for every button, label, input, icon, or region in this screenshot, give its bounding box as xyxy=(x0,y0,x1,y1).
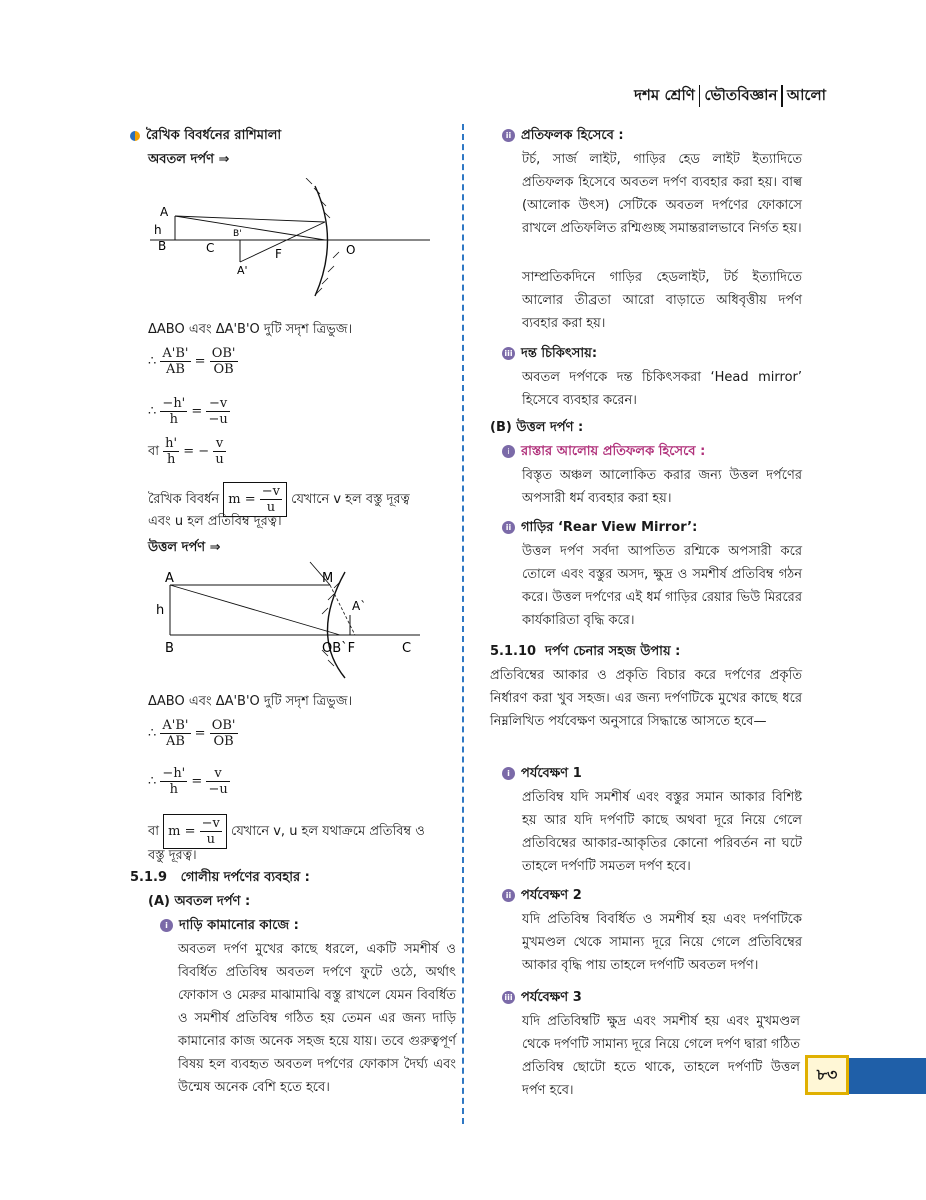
convex-uses-label: (B) উত্তল দর্পণ : xyxy=(490,420,584,435)
label-B: B xyxy=(158,239,167,253)
use-street-light: i রাস্তার আলোয় প্রতিফলক হিসেবে : xyxy=(502,440,705,463)
concave-mirror xyxy=(315,186,328,296)
concave-label: অবতল দর্পণ ⇒ xyxy=(148,152,230,167)
use-rear-view: ii গাড়ির ‘Rear View Mirror’: xyxy=(502,516,697,539)
equation-1: ∴ $\frac{A'B'}{AB}$ = $\frac{OB'}{OB}$ xyxy=(148,346,236,377)
magnification-note-2: বস্তু দূরত্ব। xyxy=(148,848,197,863)
observation-2-body: যদি প্রতিবিম্ব বিবর্ধিত ও সমশীর্ষ হয় এবং দর্পণটিকে মুখমণ্ডল থেকে সামান্য দূরে নিয়ে গেলে প্রতিবিম্বের আকার বৃদ্ধি পায় তাহলে দর্পণটি অবতল দর্পণ। xyxy=(522,912,802,973)
convex-mirror-diagram xyxy=(140,560,450,680)
magnification-box: m = $\frac{-v}{u}$ xyxy=(223,482,287,517)
label-Ap: A' xyxy=(237,264,248,277)
label-M: M xyxy=(322,571,334,586)
ray-2 xyxy=(175,216,325,240)
use-shaving-body: অবতল দর্পণ মুখের কাছে ধরলে, একটি সমশীর্ষ ও বিবর্ধিত প্রতিবিম্ব অবতল দর্পণে ফুটে ওঠে, অর্থাৎ ফোকাস ও মেরুর মাঝামাঝি বস্তু রাখলে যেমন বিবর্ধিত ও সমশীর্ষ প্রতিবিম্ব গঠিত হয় তেমন এর জন্য দাড়ি কামানোর কাজ অনেক সহজ হয়ে যায়। তবে গুরুত্বপূর্ণ বিষয় হল ব্যবহৃত অবতল দর্পণের ফোকাস দৈর্ঘ্য এবং উন্মেষ অনেক বেশি হতে হবে। xyxy=(178,942,456,1095)
observation-1: i পর্যবেক্ষণ 1 xyxy=(502,762,582,785)
section-5-1-9: 5.1.9 গোলীয় দর্পণের ব্যবহার : xyxy=(130,870,310,885)
use-street-light-body: বিস্তৃত অঞ্চল আলোকিত করার জন্য উত্তল দর্পণের অপসারী ধর্ম ব্যবহার করা হয়। xyxy=(522,468,802,506)
page-number: ৮৩ xyxy=(805,1055,849,1095)
header-separator xyxy=(699,85,701,107)
page-header xyxy=(634,84,826,109)
label-B: B xyxy=(165,641,174,656)
ray-2 xyxy=(170,585,340,635)
label-h: h xyxy=(154,223,162,237)
ray-1 xyxy=(175,216,325,222)
label-h: h xyxy=(156,603,165,618)
number-badge: i xyxy=(160,919,173,932)
magnification-formula-2: বা m = $\frac{-v}{u}$ যেখানে v, u হল যথাক্রমে প্রতিবিম্ব ও xyxy=(148,816,425,847)
concave-mirror-diagram xyxy=(140,178,450,308)
use-dental: iii দন্ত চিকিৎসায়: xyxy=(502,342,597,365)
label-F: F xyxy=(275,247,282,261)
magnification-note: এবং u হল প্রতিবিম্ব দূরত্ব। xyxy=(148,514,282,529)
label-A: A xyxy=(165,571,174,586)
concave-uses-label: (A) অবতল দর্পণ : xyxy=(148,894,251,909)
section-5-1-10-body: প্রতিবিম্বের আকার ও প্রকৃতি বিচার করে দর্পণের প্রকৃতি নির্ধারণ করা খুব সহজ। এর জন্য দর্পণটিকে মুখের কাছে ধরে নিম্নলিখিত পর্যবেক্ষণ অনুসারে সিদ্ধান্তে আসতে হবে— xyxy=(490,668,802,729)
magnification-formula: রৈখিক বিবর্ধন m = $\frac{-v}{u}$ যেখানে v হল বস্তু দূরত্ব xyxy=(148,484,410,515)
similar-triangles-2: ΔABO এবং ΔA'B'O দুটি সদৃশ ত্রিভুজ। xyxy=(148,694,353,709)
header-separator xyxy=(781,85,783,107)
header-subject: ভৌতবিজ্ঞান xyxy=(704,86,778,104)
bullet-icon xyxy=(130,131,140,141)
equation-4: ∴ $\frac{A'B'}{AB}$ = $\frac{OB'}{OB}$ xyxy=(148,718,236,749)
observation-1-body: প্রতিবিম্ব যদি সমশীর্ষ এবং বস্তুর সমান আকার বিশিষ্ট হয় আর যদি দর্পণটি কাছে অথবা দূরে নিয়ে গেলে প্রতিবিম্বের আকার-আকৃতির কোনো পরিবর্তন না ঘটে তাহলে দর্পণটি সমতল দর্পণ হবে। xyxy=(522,790,802,874)
column-divider xyxy=(462,124,464,1124)
label-C: C xyxy=(206,241,215,255)
label-OBF: OB`F xyxy=(322,641,356,656)
equation-3: বা $\frac{h'}{h}$ = − $\frac{v}{u}$ xyxy=(148,436,224,467)
use-rear-view-body: উত্তল দর্পণ সর্বদা আপতিত রশ্মিকে অপসারী করে তোলে এবং বস্তুর অসদ, ক্ষুদ্র ও সমশীর্ষ প্রতিবিম্ব গঠন করে। উত্তল দর্পণের এই ধর্ম গাড়ির রেয়ার ভিউ মিররের কার্যকারিতা বৃদ্ধি করে। xyxy=(522,544,802,628)
observation-3-body: যদি প্রতিবিম্বটি ক্ষুদ্র এবং সমশীর্ষ হয় এবং মুখমণ্ডল থেকে দর্পণটি সামান্য দূরে নিয়ে গেলে দর্পণ দ্বারা গঠিত প্রতিবিম্ব ছোটো হতে থাকে, তাহলে দর্পণটি উত্তল দর্পণ হবে। xyxy=(522,1014,800,1098)
header-chapter: আলো xyxy=(786,86,826,104)
convex-label: উত্তল দর্পণ ⇒ xyxy=(148,540,221,555)
use-reflector: ii প্রতিফলক হিসেবে : xyxy=(502,124,624,147)
use-reflector-body-2: সাম্প্রতিকদিনে গাড়ির হেডলাইট, টর্চ ইত্যাদিতে আলোর তীব্রতা আরো বাড়াতে অধিবৃত্তীয় দর্পণ ব্যবহার করা হয়। xyxy=(522,270,802,331)
label-Bp: B' xyxy=(233,229,242,239)
label-O: O xyxy=(346,243,356,257)
observation-3: iii পর্যবেক্ষণ 3 xyxy=(502,986,582,1009)
label-A: A xyxy=(160,205,169,219)
use-dental-body: অবতল দর্পণকে দন্ত চিকিৎসকরা ‘Head mirror’ হিসেবে ব্যবহার করেন। xyxy=(522,370,802,408)
use-reflector-body-1: টর্চ, সার্জ লাইট, গাড়ির হেড লাইট ইত্যাদিতে প্রতিফলক হিসেবে অবতল দর্পণ ব্যবহার করা হয়। বাল্ব (আলোক উৎস) সেটিকে অবতল দর্পণের ফোকাসে রাখলে প্রতিফলিত রশ্মিগুচ্ছ সমান্তরালভাবে নির্গত হয়। xyxy=(522,152,802,236)
magnification-box-2: m = $\frac{-v}{u}$ xyxy=(163,814,227,849)
equation-5: ∴ $\frac{-h'}{h}$ = $\frac{v}{-u}$ xyxy=(148,766,228,797)
label-Ap: A` xyxy=(352,599,367,613)
header-class: দশম শ্রেণি xyxy=(634,86,695,104)
similar-triangles-1: ΔABO এবং ΔA'B'O দুটি সদৃশ ত্রিভুজ। xyxy=(148,322,353,337)
use-shaving: i দাড়ি কামানোর কাজে : xyxy=(160,914,299,937)
equation-2: ∴ $\frac{-h'}{h}$ = $\frac{-v}{-u}$ xyxy=(148,396,228,427)
observation-2: ii পর্যবেক্ষণ 2 xyxy=(502,884,582,907)
section-5-1-10: 5.1.10 দর্পণ চেনার সহজ উপায় : xyxy=(490,644,681,659)
label-C: C xyxy=(402,641,412,656)
magnification-title: রৈখিক বিবর্ধনের রাশিমালা xyxy=(130,124,281,147)
